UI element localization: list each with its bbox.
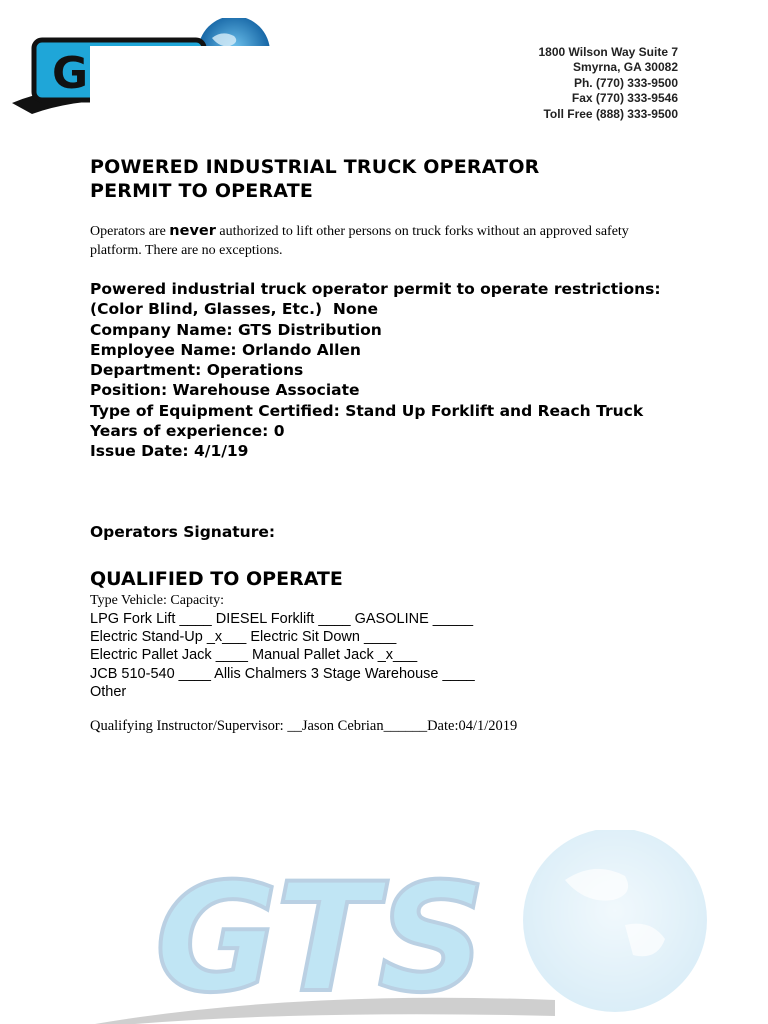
phone-number: Ph. (770) 333-9500 xyxy=(573,75,678,90)
vehicle-line: Other xyxy=(90,683,127,700)
title-line2: PERMIT TO OPERATE xyxy=(90,180,314,202)
restrictions-value: (Color Blind, Glasses, Etc.) None xyxy=(90,300,379,319)
years-experience: Years of experience: 0 xyxy=(90,422,285,441)
title-line1: POWERED INDUSTRIAL TRUCK OPERATOR xyxy=(90,156,540,178)
equipment-certified: Type of Equipment Certified: Stand Up Forklift and Reach Truck xyxy=(90,401,644,420)
permit-info xyxy=(90,279,670,462)
notice-suffix: authorized to lift other persons on truck forks without an approved safety platform. There are no exceptions. xyxy=(90,224,629,258)
signature-label: Operators Signature: xyxy=(90,523,276,541)
issue-date: Issue Date: 4/1/19 xyxy=(90,442,249,461)
employee-name: Employee Name: Orlando Allen xyxy=(90,340,361,359)
notice-emphasis: never xyxy=(169,223,216,239)
instructor-line: Qualifying Instructor/Supervisor: __Jason Cebrian______Date:04/1/2019 xyxy=(90,718,518,734)
vehicle-line: Electric Pallet Jack ____ Manual Pallet Jack _x___ xyxy=(90,647,418,664)
department: Department: Operations xyxy=(90,361,304,380)
vehicle-line: LPG Fork Lift ____ DIESEL Forklift ____ GASOLINE _____ xyxy=(90,611,474,627)
company-address xyxy=(539,45,679,122)
toll-free-number: Toll Free (888) 333-9500 xyxy=(543,106,678,121)
type-vehicle-label: Type Vehicle: Capacity: xyxy=(90,593,225,608)
notice-prefix: Operators are xyxy=(90,224,170,239)
address-line1: 1800 Wilson Way Suite 7 xyxy=(538,45,678,59)
qualified-heading: QUALIFIED TO OPERATE xyxy=(90,568,343,590)
logo-text: G xyxy=(52,48,89,99)
address-line2: Smyrna, GA 30082 xyxy=(573,60,678,75)
restrictions-label: Powered industrial truck operator permit to operate restrictions: xyxy=(90,280,661,298)
document-title xyxy=(90,155,690,203)
company-name: Company Name: GTS Distribution xyxy=(90,320,382,339)
vehicle-list xyxy=(90,610,475,701)
gts-logo xyxy=(12,18,272,118)
position: Position: Warehouse Associate xyxy=(90,381,360,400)
fax-number: Fax (770) 333-9546 xyxy=(571,91,678,106)
vehicle-line: Electric Stand-Up _x___ Electric Sit Down ____ xyxy=(90,629,397,646)
logo-mask xyxy=(90,46,272,118)
gts-watermark-logo xyxy=(95,830,715,1024)
safety-notice xyxy=(90,222,660,260)
watermark-text: GTS xyxy=(155,852,486,1024)
watermark-globe-icon xyxy=(523,830,707,1012)
vehicle-line: JCB 510-540 ____ Allis Chalmers 3 Stage Warehouse ____ xyxy=(90,665,475,682)
